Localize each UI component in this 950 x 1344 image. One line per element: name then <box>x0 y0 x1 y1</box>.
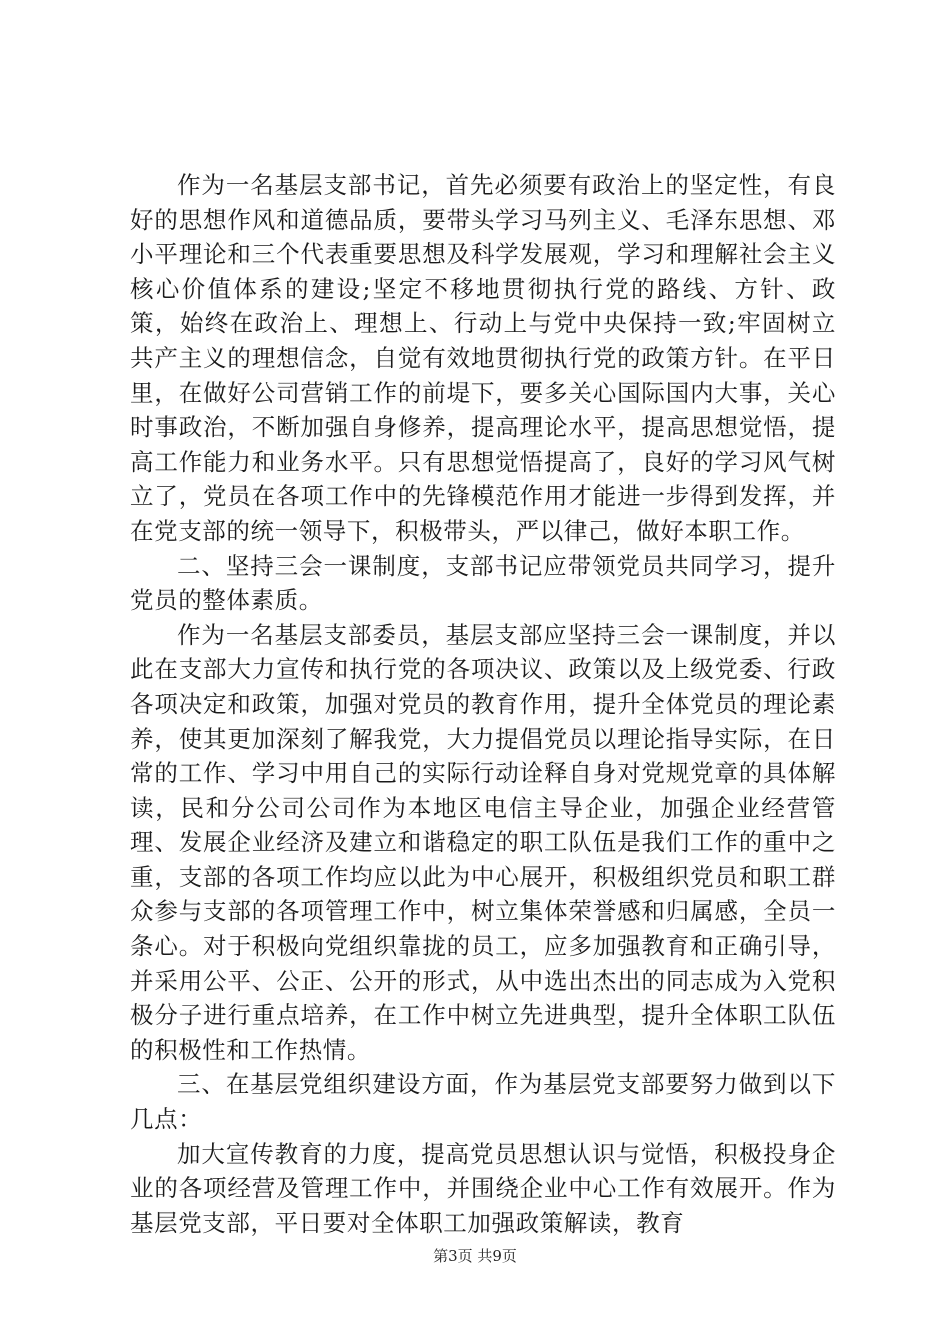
heading-section-three: 三、在基层党组织建设方面，作为基层党支部要努力做到以下几点： <box>130 1070 836 1134</box>
paragraph-three-meetings-system: 作为一名基层支部委员，基层支部应坚持三会一课制度，并以此在支部大力宣传和执行党的各项决议、政策以及上级党委、行政各项决定和政策，加强对党员的教育作用，提升全体党员的理论素养，使其更加深刻了解我党，大力提倡党员以理论指导实际，在日常的工作、学习中用自己的实际行动诠释自身对党规党章的具体解读，民和分公司公司作为本地区电信主导企业，加强企业经营管理、发展企业经济及建立和谐稳定的职工队伍是我们工作的重中之重，支部的各项工作均应以此为中心展开，积极组织党员和职工群众参与支部的各项管理工作中，树立集体荣誉感和归属感，全员一条心。对于积极向党组织靠拢的员工，应多加强教育和正确引导，并采用公平、公正、公开的形式，从中选出杰出的同志成为入党积极分子进行重点培养，在工作中树立先进典型，提升全体职工队伍的积极性和工作热情。 <box>130 620 836 1064</box>
document-body <box>130 168 836 1240</box>
paragraph-publicity-education: 加大宣传教育的力度，提高党员思想认识与觉悟，积极投身企业的各项经营及管理工作中，并围绕企业中心工作有效展开。作为基层党支部，平日要对全体职工加强政策解读，教育 <box>130 1139 836 1237</box>
page-number-footer: 第3页 共9页 <box>433 1247 517 1265</box>
heading-section-two: 二、坚持三会一课制度，支部书记应带领党员共同学习，提升党员的整体素质。 <box>130 551 836 615</box>
paragraph-party-secretary-duties: 作为一名基层支部书记，首先必须要有政治上的坚定性，有良好的思想作风和道德品质，要带头学习马列主义、毛泽东思想、邓小平理论和三个代表重要思想及科学发展观，学习和理解社会主义核心价值体系的建设;坚定不移地贯彻执行党的路线、方针、政策，始终在政治上、理想上、行动上与党中央保持一致;牢固树立共产主义的理想信念，自觉有效地贯彻执行党的政策方针。在平日里，在做好公司营销工作的前堤下，要多关心国际国内大事，关心时事政治，不断加强自身修养，提高理论水平，提高思想觉悟，提高工作能力和业务水平。只有思想觉悟提高了，良好的学习风气树立了，党员在各项工作中的先锋模范作用才能进一步得到发挥，并在党支部的统一领导下，积极带头，严以律己，做好本职工作。 <box>130 171 836 545</box>
